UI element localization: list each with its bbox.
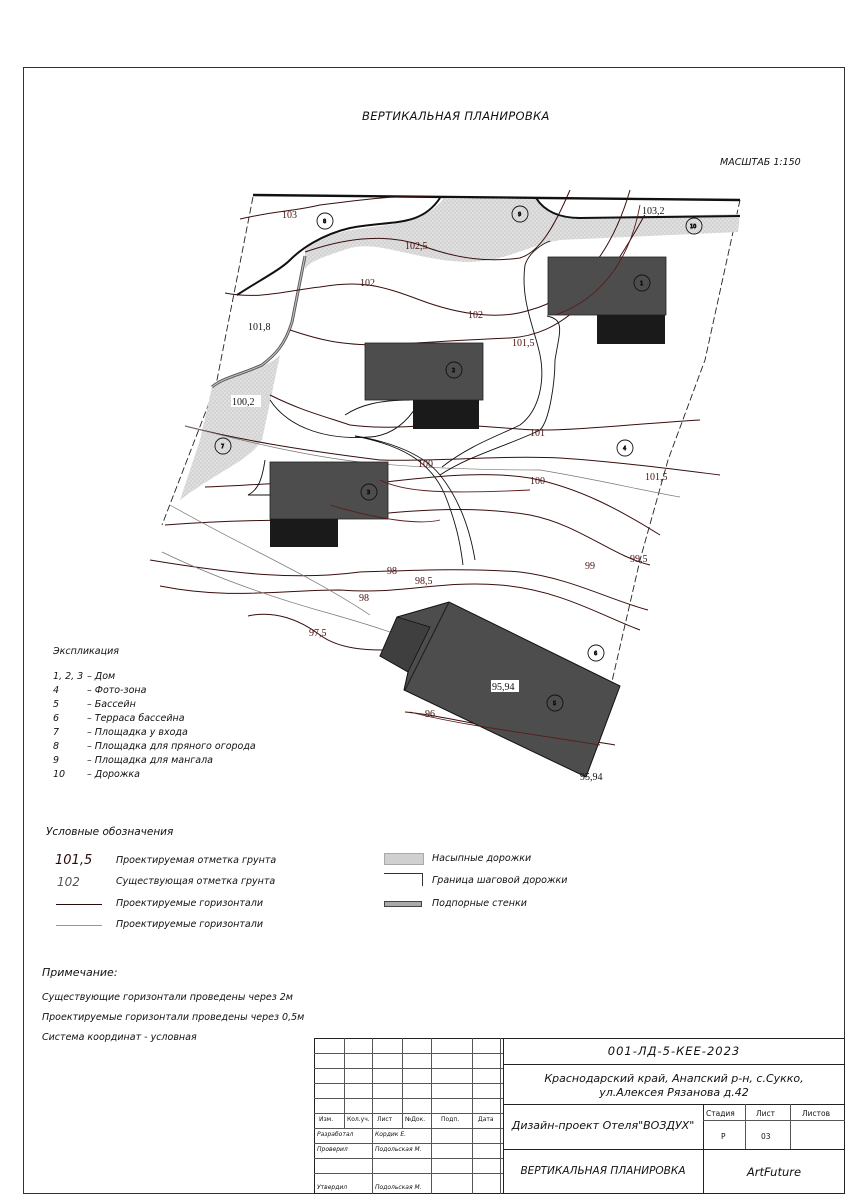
elev-label: 98,5 bbox=[415, 576, 433, 587]
svg-text:4: 4 bbox=[623, 446, 627, 452]
legend-label: Насыпные дорожки bbox=[432, 853, 532, 864]
house-2 bbox=[365, 343, 483, 429]
legend-retaining-wall-icon bbox=[384, 901, 422, 907]
elev-label: 100 bbox=[530, 476, 545, 487]
elev-label: 99 bbox=[585, 561, 595, 572]
legend-label: Проектируемые горизонтали bbox=[116, 919, 263, 930]
stamp-address-line2: ул.Алексея Рязанова д.42 bbox=[599, 1086, 749, 1099]
legend-symbol-projected-mark: 101,5 bbox=[55, 853, 93, 868]
drawing-scale: МАСШТАБ 1:150 bbox=[720, 157, 801, 168]
stamp-name: Подольская М. bbox=[375, 1184, 422, 1191]
stamp-name: Кордик Е. bbox=[375, 1131, 407, 1138]
notes bbox=[42, 966, 304, 1052]
stamp-name: Подольская М. bbox=[375, 1146, 422, 1153]
stamp-address-line1: Краснодарский край, Анапский р-н, с.Сукко, bbox=[544, 1072, 804, 1085]
elev-label: 97,5 bbox=[309, 628, 327, 639]
elev-label: 100,2 bbox=[232, 397, 255, 408]
contour-line bbox=[165, 510, 650, 565]
elev-label: 101 bbox=[530, 428, 545, 439]
elev-label: 102 bbox=[360, 278, 375, 289]
elev-label: 99,5 bbox=[630, 554, 648, 565]
elev-label: 101,8 bbox=[248, 322, 271, 333]
stamp-col-header: Дата bbox=[478, 1116, 494, 1123]
walkway-border bbox=[345, 400, 410, 415]
stamp-col-header: Подп. bbox=[441, 1116, 460, 1123]
marker-6 bbox=[588, 645, 604, 661]
marker-4 bbox=[617, 440, 633, 456]
notes-heading: Примечание: bbox=[42, 966, 118, 979]
svg-text:10: 10 bbox=[690, 224, 697, 230]
elev-label: 100 bbox=[418, 459, 433, 470]
fill-path-top bbox=[305, 198, 740, 270]
legend-label: Существующая отметка грунта bbox=[116, 876, 276, 887]
stamp-stage-header: Стадия bbox=[706, 1109, 735, 1118]
legend-fill-path-icon bbox=[384, 853, 424, 865]
svg-text:2: 2 bbox=[452, 368, 456, 374]
svg-text:3: 3 bbox=[367, 490, 371, 496]
explication-item: 1, 2, 3 – Дом bbox=[53, 671, 116, 682]
legend-label: Граница шаговой дорожки bbox=[432, 875, 568, 886]
svg-text:7: 7 bbox=[221, 444, 225, 450]
explication-item: 7 – Площадка у входа bbox=[53, 727, 188, 738]
legend-label: Проектируемая отметка грунта bbox=[116, 855, 277, 866]
note-line: Проектируемые горизонтали проведены через 0,5м bbox=[42, 1012, 305, 1023]
existing-contour bbox=[162, 552, 410, 640]
marker-8 bbox=[317, 213, 333, 229]
elev-label: 96 bbox=[425, 709, 435, 720]
stamp-col-header: №Док. bbox=[405, 1116, 426, 1123]
contour-line bbox=[270, 395, 700, 430]
legend-label: Подпорные стенки bbox=[432, 898, 527, 909]
stamp-col-header: Кол.уч. bbox=[347, 1116, 370, 1123]
explication-item: 10 – Дорожка bbox=[53, 769, 140, 780]
explication-item: 9 – Площадка для мангала bbox=[53, 755, 213, 766]
stamp-sheets-header: Листов bbox=[802, 1109, 831, 1118]
stamp-role: Утвердил bbox=[317, 1184, 348, 1191]
explication-item: 6 – Терраса бассейна bbox=[53, 713, 185, 724]
svg-text:6: 6 bbox=[594, 651, 598, 657]
stamp-sheet-header: Лист bbox=[756, 1109, 776, 1118]
stamp-role: Разработал bbox=[317, 1131, 354, 1138]
explication bbox=[53, 645, 256, 782]
svg-text:9: 9 bbox=[518, 212, 522, 218]
elev-label: 101,5 bbox=[645, 472, 668, 483]
elev-label: 103,2 bbox=[642, 206, 665, 217]
drawing-title: ВЕРТИКАЛЬНАЯ ПЛАНИРОВКА bbox=[362, 109, 550, 123]
stamp-doc-code: 001-ЛД-5-КЕЕ-2023 bbox=[607, 1044, 741, 1058]
stamp-sheet-value: 03 bbox=[761, 1132, 771, 1141]
stamp-sheet-title: ВЕРТИКАЛЬНАЯ ПЛАНИРОВКА bbox=[520, 1165, 686, 1177]
note-line: Система координат - условная bbox=[42, 1032, 197, 1043]
explication-item: 8 – Площадка для пряного огорода bbox=[53, 741, 256, 752]
explication-item: 5 – Бассейн bbox=[53, 699, 136, 710]
walkway-border bbox=[547, 316, 560, 360]
legend-existing-line-icon bbox=[56, 925, 102, 926]
elev-label: 103 bbox=[282, 210, 297, 221]
svg-text:8: 8 bbox=[323, 219, 327, 225]
elev-label: 98 bbox=[387, 566, 397, 577]
house-1 bbox=[548, 257, 666, 344]
legend-projected-line-icon bbox=[56, 904, 102, 905]
elev-label: 102 bbox=[468, 310, 483, 321]
stamp-company: ArtFuture bbox=[746, 1165, 802, 1179]
legend-heading: Условные обозначения bbox=[46, 826, 174, 838]
explication-heading: Экспликация bbox=[53, 646, 119, 657]
svg-text:1: 1 bbox=[640, 281, 644, 287]
explication-item: 4 – Фото-зона bbox=[53, 685, 147, 696]
legend-label: Проектируемые горизонтали bbox=[116, 898, 263, 909]
elev-label: 102,5 bbox=[405, 241, 428, 252]
note-line: Существующие горизонтали проведены через 2м bbox=[42, 992, 293, 1003]
elev-label: 101,5 bbox=[512, 338, 535, 349]
stamp-col-header: Лист bbox=[377, 1116, 393, 1123]
elev-label: 98 bbox=[359, 593, 369, 604]
stamp-role: Проверил bbox=[317, 1146, 348, 1153]
stamp-col-header: Изм. bbox=[319, 1116, 334, 1123]
legend-symbol-existing-mark: 102 bbox=[57, 875, 80, 889]
stamp-project: Дизайн-проект Отеля"ВОЗДУХ" bbox=[511, 1119, 695, 1132]
house-3 bbox=[270, 462, 388, 547]
legend-step-border-icon bbox=[384, 873, 423, 886]
stamp-stage-value: Р bbox=[721, 1132, 726, 1141]
svg-text:5: 5 bbox=[553, 701, 557, 707]
elev-label: 95,94 bbox=[580, 772, 603, 783]
title-block bbox=[314, 1038, 845, 1194]
elev-label: 95,94 bbox=[492, 682, 515, 693]
contour-line bbox=[240, 197, 430, 219]
